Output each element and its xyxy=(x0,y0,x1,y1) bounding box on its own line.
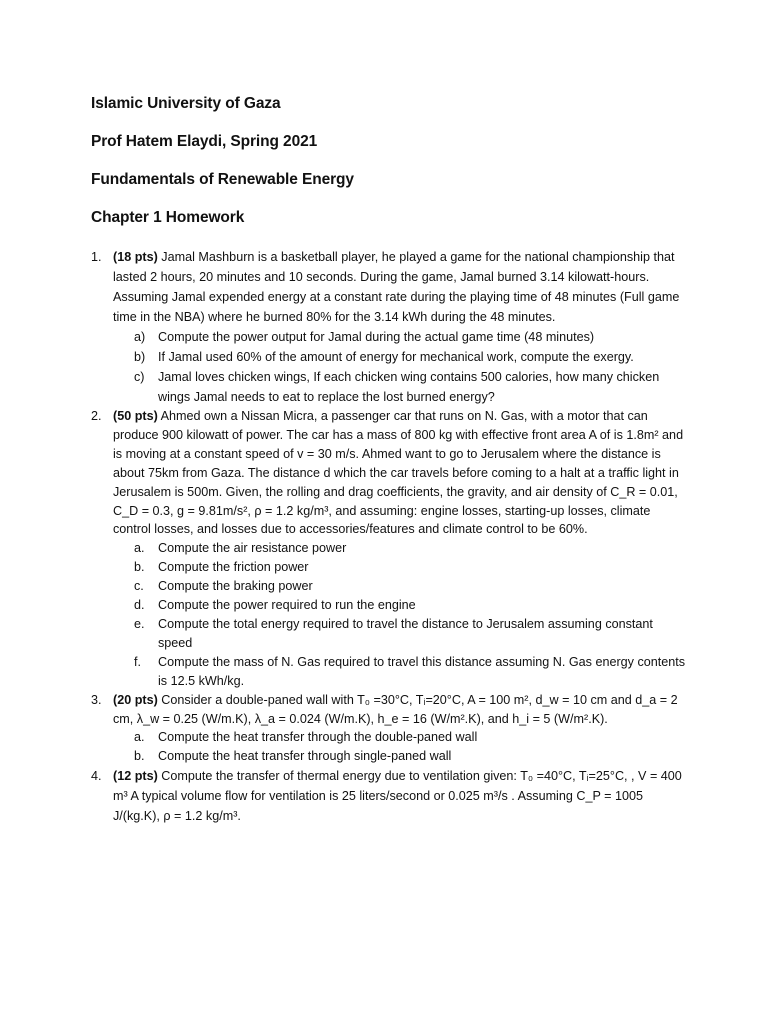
subquestion-item xyxy=(113,367,690,407)
subquestion-marker: d. xyxy=(134,598,145,613)
subquestion-text: Compute the friction power xyxy=(158,560,309,575)
subquestion-item xyxy=(113,596,690,615)
subquestion-text: Compute the power output for Jamal during the actual game time (48 minutes) xyxy=(158,330,595,344)
subquestion-marker: c) xyxy=(134,370,145,384)
subquestion-item xyxy=(113,327,690,347)
subquestion-marker: b) xyxy=(134,350,146,364)
subquestion-list xyxy=(113,327,690,407)
subquestion-list xyxy=(113,539,690,690)
subquestion-marker: a. xyxy=(134,730,145,745)
problem-body: Ahmed own a Nissan Micra, a passenger car that runs on N. Gas, with a motor that can produce 900 kilowatt of power. The car has a mass of 800 kg with effective front area A of is 1.8m² and is moving at a constant speed of v = 30 m/s. Ahmed want to go to Jerusalem where the distance is about 75km from Gaza. The distance d which the car travels before coming to a halt at a traffic light in Jerusalem is 500m. Given, the rolling and drag coefficients, the gravity, and air density of C_R = 0.01, C_D = 0.3, g = 9.81m/s², ρ = 1.2 kg/m³, and assuming: engine losses, starting-up losses, climate control losses, and losses due to accessories/features and climate control to be 60%. xyxy=(113,409,684,537)
problem-text xyxy=(113,691,690,729)
subquestion-item xyxy=(113,577,690,596)
subquestion-text: Compute the heat transfer through single-paned wall xyxy=(158,749,452,764)
subquestion-text: Jamal loves chicken wings, If each chicken wing contains 500 calories, how many chicken wings Jamal needs to eat to replace the lost burned energy? xyxy=(158,370,660,404)
subquestion-text: Compute the braking power xyxy=(158,579,313,594)
problem-points: (12 pts) xyxy=(113,769,158,784)
subquestion-text: Compute the power required to run the engine xyxy=(158,598,416,613)
subquestion-item xyxy=(113,653,690,691)
subquestion-item xyxy=(113,615,690,653)
professor-heading: Prof Hatem Elaydi, Spring 2021 xyxy=(91,133,318,150)
subquestion-item xyxy=(113,539,690,558)
problem-text xyxy=(113,407,690,539)
problem-number: 4. xyxy=(91,769,102,784)
subquestion-item xyxy=(113,558,690,577)
subquestion-marker: f. xyxy=(134,654,141,669)
problem-number: 2. xyxy=(91,409,102,423)
problem-body: Compute the transfer of thermal energy due to ventilation given: T₀ =40°C, Tᵢ=25°C, , V = 400 m³ A typical volume flow for ventilation is 25 liters/second or 0.025 m³/s . Assuming C_P = 1005 J/(kg.K), ρ = 1.2 kg/m³. xyxy=(113,769,682,824)
course-heading: Fundamentals of Renewable Energy xyxy=(91,171,354,188)
subquestion-item xyxy=(113,747,690,766)
subquestion-text: Compute the mass of N. Gas required to travel this distance assuming N. Gas energy contents is 12.5 kWh/kg. xyxy=(158,654,686,688)
problem-list xyxy=(0,247,768,826)
problem-item xyxy=(0,766,768,826)
problem-text xyxy=(113,766,690,826)
subquestion-marker: c. xyxy=(134,579,144,594)
subquestion-text: If Jamal used 60% of the amount of energy for mechanical work, compute the exergy. xyxy=(158,350,634,364)
problem-body: Jamal Mashburn is a basketball player, he played a game for the national championship that lasted 2 hours, 20 minutes and 10 seconds. During the game, Jamal burned 3.14 kilowatt-hours. Assuming Jamal expended energy at a constant rate during the playing time of 48 minutes (Full game time in the NBA) where he burned 80% for the 3.14 kWh during the 48 minutes. xyxy=(113,250,680,324)
subquestion-text: Compute the air resistance power xyxy=(158,541,347,556)
problem-points: (20 pts) xyxy=(113,692,158,707)
subquestion-text: Compute the total energy required to travel the distance to Jerusalem assuming constant speed xyxy=(158,616,653,650)
subquestion-marker: b. xyxy=(134,560,145,575)
subquestion-list xyxy=(113,728,690,766)
subquestion-item xyxy=(113,347,690,367)
subquestion-marker: b. xyxy=(134,749,145,764)
subquestion-item xyxy=(113,728,690,747)
subquestion-marker: a) xyxy=(134,330,146,344)
problem-points: (50 pts) xyxy=(113,409,158,423)
subquestion-text: Compute the heat transfer through the double-paned wall xyxy=(158,730,478,745)
problem-points: (18 pts) xyxy=(113,250,158,264)
problem-item xyxy=(0,247,768,407)
problem-text xyxy=(113,247,690,327)
problem-number: 1. xyxy=(91,250,102,264)
problem-item xyxy=(0,691,768,767)
chapter-heading: Chapter 1 Homework xyxy=(91,209,245,226)
subquestion-marker: e. xyxy=(134,616,145,631)
problem-number: 3. xyxy=(91,692,102,707)
problem-item xyxy=(0,407,768,691)
subquestion-marker: a. xyxy=(134,541,145,556)
university-heading: Islamic University of Gaza xyxy=(91,95,281,112)
problem-body: Consider a double-paned wall with T₀ =30°C, Tᵢ=20°C, A = 100 m², d_w = 10 cm and d_a = 2 cm, λ_w = 0.25 (W/m.K), λ_a = 0.024 (W/m.K), h_e = 16 (W/m².K), and h_i = 5 (W/m².K). xyxy=(113,692,678,726)
